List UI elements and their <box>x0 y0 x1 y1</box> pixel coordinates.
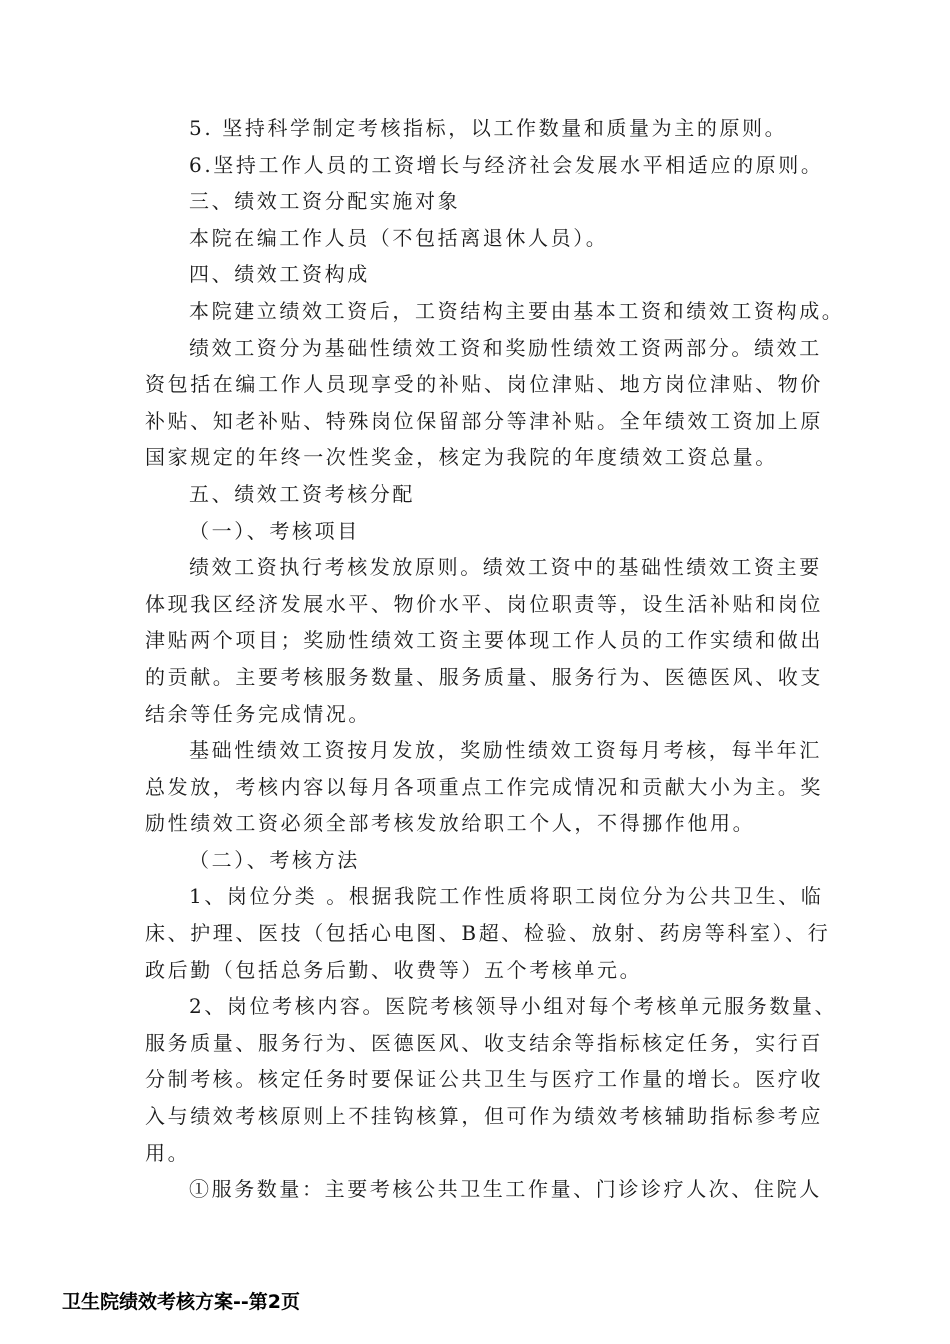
paragraph-line: 绩效工资分为基础性绩效工资和奖励性绩效工资两部分。绩效工 <box>189 335 822 360</box>
paragraph-line: 床、护理、医技（包括心电图、B超、检验、放射、药房等科室）、行 <box>145 921 831 946</box>
paragraph-line: 分制考核。核定任务时要保证公共卫生与医疗工作量的增长。医疗收 <box>145 1067 823 1092</box>
paragraph <box>145 110 825 147</box>
paragraph-line: 资包括在编工作人员现享受的补贴、岗位津贴、地方岗位津贴、物价 <box>145 372 823 397</box>
paragraph <box>145 330 825 476</box>
paragraph-line: ①服务数量：主要考核公共卫生工作量、门诊诊疗人次、住院人 <box>189 1177 822 1202</box>
paragraph <box>145 732 825 842</box>
paragraph <box>145 549 825 732</box>
paragraph-line: 津贴两个项目；奖励性绩效工资主要体现工作人员的工作实绩和做出 <box>145 628 823 653</box>
paragraph-line: 政后勤（包括总务后勤、收费等）五个考核单元。 <box>145 957 643 982</box>
paragraph <box>145 183 825 220</box>
paragraph-line: 励性绩效工资必须全部考核发放给职工个人，不得挪作他用。 <box>145 811 756 836</box>
paragraph-line: 四、绩效工资构成 <box>189 262 370 287</box>
document-body <box>145 110 845 1208</box>
paragraph-line: 补贴、知老补贴、特殊岗位保留部分等津补贴。全年绩效工资加上原 <box>145 408 823 433</box>
paragraph <box>145 293 845 330</box>
paragraph-line: 本院建立绩效工资后，工资结构主要由基本工资和绩效工资构成。 <box>189 298 845 323</box>
paragraph-line: 2、岗位考核内容。医院考核领导小组对每个考核单元服务数量、 <box>189 994 838 1019</box>
paragraph-line: 入与绩效考核原则上不挂钩核算，但可作为绩效考核辅助指标参考应 <box>145 1104 823 1129</box>
paragraph-line: （二）、考核方法 <box>189 847 360 872</box>
paragraph-line: 服务质量、服务行为、医德医风、收支结余等指标核定任务，实行百 <box>145 1030 823 1055</box>
paragraph <box>145 1171 825 1208</box>
paragraph <box>145 878 831 988</box>
paragraph <box>145 256 825 293</box>
paragraph <box>145 842 825 879</box>
paragraph <box>145 476 825 513</box>
paragraph <box>145 147 825 184</box>
paragraph-line: 五、绩效工资考核分配 <box>189 481 415 506</box>
paragraph-line: 本院在编工作人员（不包括离退休人员）。 <box>189 225 609 250</box>
paragraph-line: 的贡献。主要考核服务数量、服务质量、服务行为、医德医风、收支 <box>145 664 823 689</box>
page-footer: 卫生院绩效考核方案--第2页 <box>62 1291 300 1313</box>
paragraph <box>145 513 825 550</box>
paragraph <box>145 220 825 257</box>
paragraph-line: 6.坚持工作人员的工资增长与经济社会发展水平相适应的原则。 <box>189 152 824 177</box>
paragraph-line: 结余等任务完成情况。 <box>145 701 371 726</box>
paragraph-line: 国家规定的年终一次性奖金，核定为我院的年度绩效工资总量。 <box>145 445 778 470</box>
paragraph-line: （一）、考核项目 <box>189 518 360 543</box>
paragraph-line: 总发放，考核内容以每月各项重点工作完成情况和贡献大小为主。奖 <box>145 774 823 799</box>
paragraph-line: 基础性绩效工资按月发放，奖励性绩效工资每月考核，每半年汇 <box>189 738 822 763</box>
paragraph-line: 绩效工资执行考核发放原则。绩效工资中的基础性绩效工资主要 <box>189 555 822 580</box>
paragraph-line: 三、绩效工资分配实施对象 <box>189 189 461 214</box>
paragraph-line: 1、岗位分类 。根据我院工作性质将职工岗位分为公共卫生、临 <box>189 884 824 909</box>
paragraph <box>145 988 838 1171</box>
paragraph-line: 体现我区经济发展水平、物价水平、岗位职责等，设生活补贴和岗位 <box>145 591 823 616</box>
paragraph-line: 用。 <box>145 1140 191 1165</box>
paragraph-line: 5. 坚持科学制定考核指标，以工作数量和质量为主的原则。 <box>189 116 788 140</box>
